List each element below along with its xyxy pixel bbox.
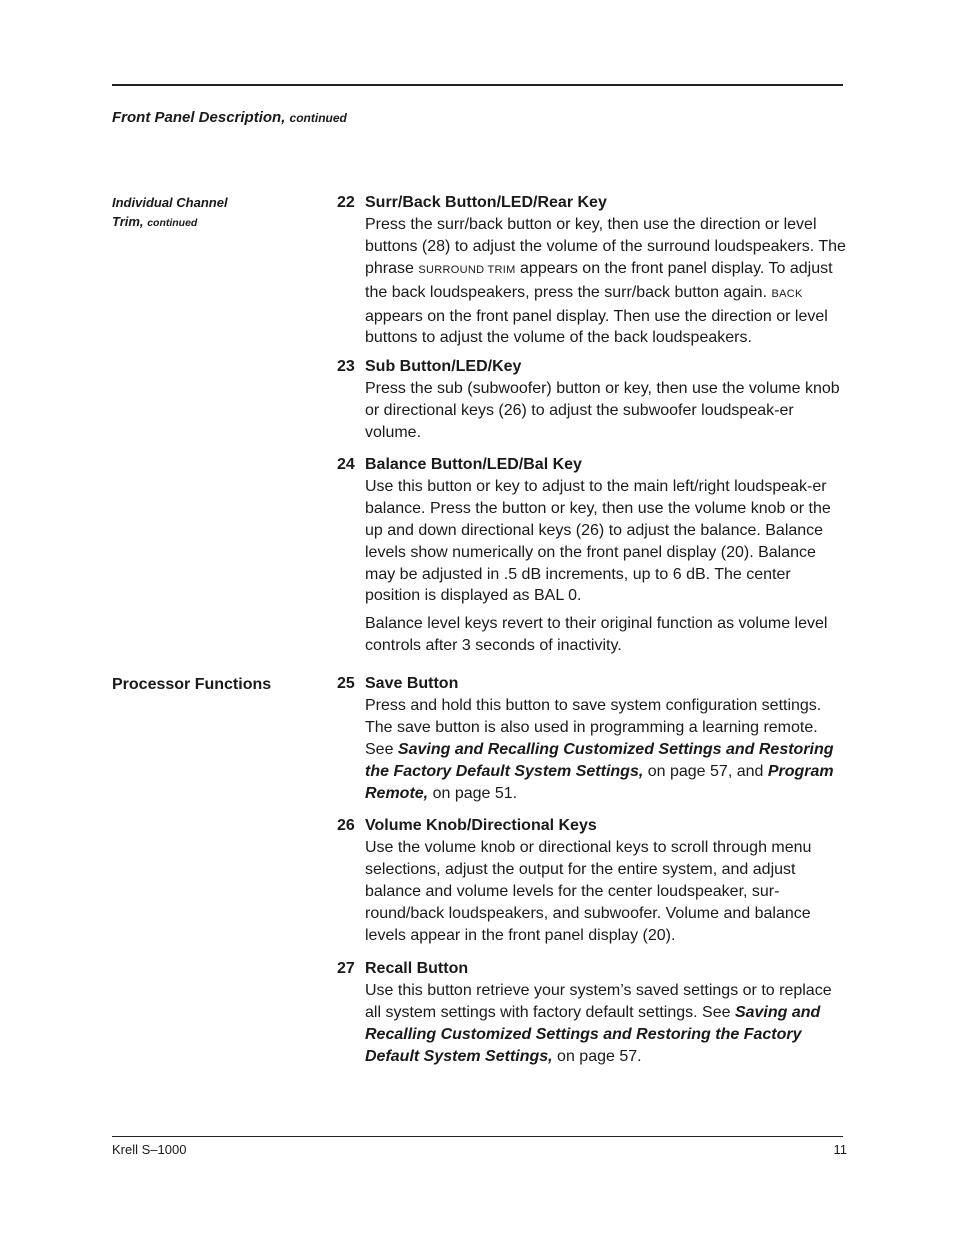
item-number: 24: [337, 456, 355, 473]
item-heading: [337, 454, 849, 476]
running-header: [112, 109, 347, 126]
item-heading: [337, 958, 849, 980]
item-body: Press the surr/back button or key, then use the direction or level buttons (28) to adjust the volume of the surround loudspeakers. The phrase SURROUND TRIM appears on the front panel display. To adjust the back loudspeakers, press the surr/back button again. BACK appears on the front panel display. Then use the direction or level buttons to adjust the volume of the back loudspeakers.: [365, 215, 846, 347]
item-26: [337, 815, 849, 946]
item-22: [337, 192, 849, 349]
section-title: Front Panel Description,: [112, 109, 286, 126]
display-text-surround-trim: SURROUND TRIM: [418, 263, 516, 276]
item-heading: [337, 815, 849, 837]
footer-page-number: 11: [833, 1142, 847, 1157]
item-title: Balance Button/LED/Bal Key: [365, 456, 582, 473]
item-number: 22: [337, 194, 355, 211]
item-number: 26: [337, 817, 355, 834]
item-body: Use this button retrieve your system’s saved settings or to replace all system settings with factory default settings. See Saving and Recalling Customized Settings and Restoring the Factory Default System Settings, on page 57.: [365, 981, 832, 1065]
footer-product: Krell S–1000: [112, 1142, 187, 1157]
sidebar-processor-functions: Processor Functions: [112, 676, 272, 693]
item-body: [337, 476, 849, 657]
channel-trim-line1: Individual Channel: [112, 195, 228, 210]
item-title: Surr/Back Button/LED/Rear Key: [365, 194, 607, 211]
display-text-back: BACK: [771, 287, 803, 300]
cross-reference: Program Remote,: [365, 762, 834, 802]
item-number: 23: [337, 358, 355, 375]
item-27: [337, 958, 849, 1068]
item-title: Recall Button: [365, 960, 469, 977]
item-24: [337, 454, 849, 657]
channel-trim-continued: continued: [147, 217, 198, 229]
item-body: Press and hold this button to save system configuration settings. The save button is also used in programming a learning remote. See Saving and Recalling Customized Settings and Restoring the Factory Default System Settings, on page 57, and Program Remote, on page 51.: [365, 696, 834, 802]
header-rule: [112, 84, 843, 86]
item-25: [337, 673, 849, 804]
item-body: Use the volume knob or directional keys to scroll through menu selections, adjust the output for the entire system, and adjust balance and volume levels for the center loudspeaker, sur-round/back loudspeakers, and subwoofer. Volume and balance levels appear in the front panel display (20).: [365, 838, 812, 944]
channel-trim-line2: Trim, continued: [112, 214, 198, 229]
item-number: 27: [337, 960, 355, 977]
footer-rule: [112, 1136, 843, 1137]
item-title: Volume Knob/Directional Keys: [365, 817, 597, 834]
cross-reference: Saving and Recalling Customized Settings and Restoring the Factory Default System Settings,: [365, 1003, 821, 1065]
item-paragraph: Balance level keys revert to their original function as volume level controls after 3 seconds of inactivity.: [365, 615, 828, 655]
item-body: Press the sub (subwoofer) button or key, then use the volume knob or directional keys (26) to adjust the subwoofer loudspeak-er volume.: [365, 379, 840, 441]
item-title: Save Button: [365, 675, 459, 692]
item-heading: [337, 356, 849, 378]
item-23: [337, 356, 849, 444]
cross-reference: Saving and Recalling Customized Settings and Restoring the Factory Default System Settings,: [365, 740, 834, 780]
item-heading: [337, 673, 849, 695]
item-number: 25: [337, 675, 355, 692]
sidebar-channel-trim: [112, 193, 312, 233]
item-heading: [337, 192, 849, 214]
item-paragraph: Use this button or key to adjust to the main left/right loudspeak-er balance. Press the button or key, then use the volume knob or the up and down directional keys (26) to adjust the balance. Balance levels show numerically on the front panel display (20). Balance may be adjusted in .5 dB increments, up to 6 dB. The center position is displayed as BAL 0.: [365, 477, 831, 605]
item-title: Sub Button/LED/Key: [365, 358, 522, 375]
continued-label: continued: [289, 111, 347, 125]
